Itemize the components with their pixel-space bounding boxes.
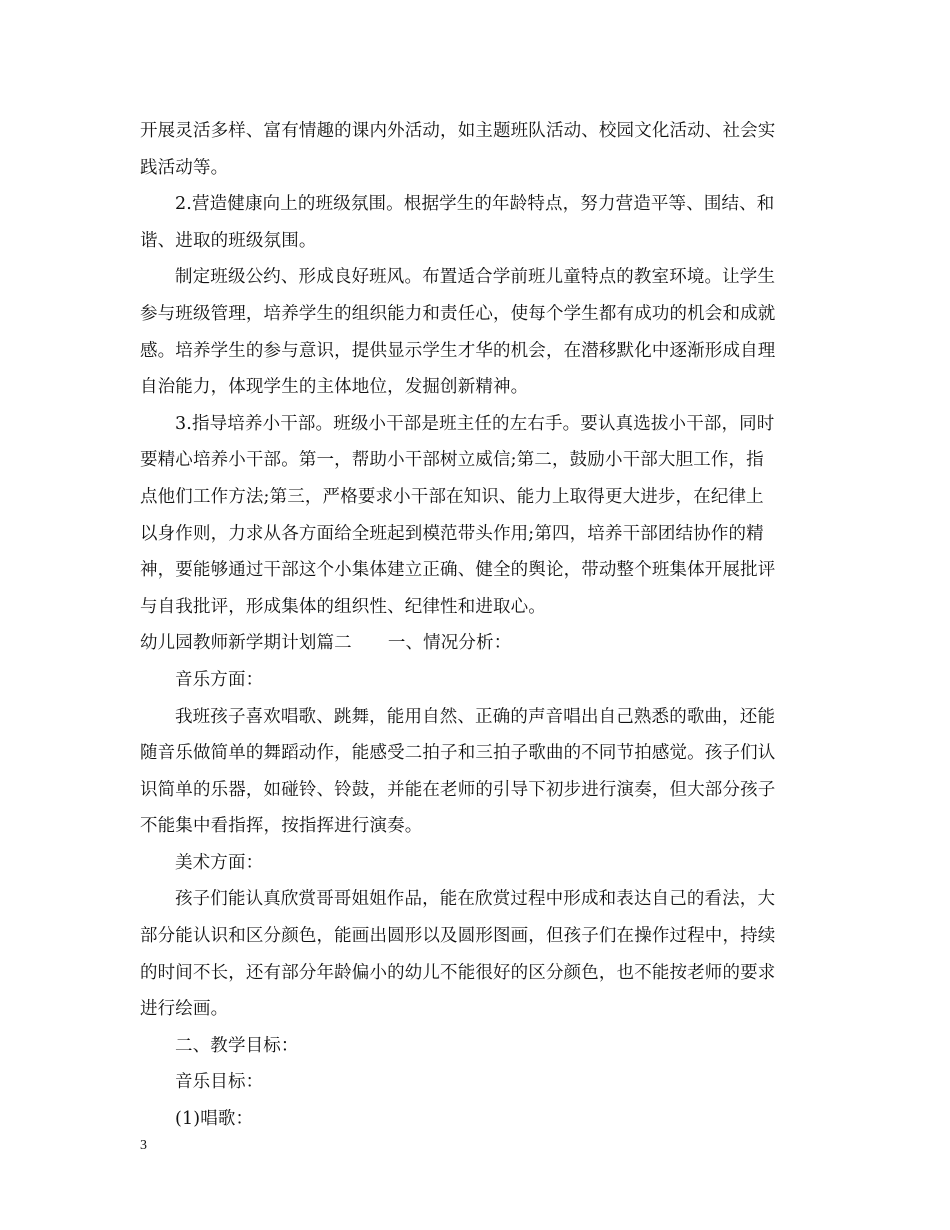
text-line: 制定班级公约、形成良好班风。布置适合学前班儿童特点的教室环境。让学生 [175,267,776,288]
text-line: 随音乐做简单的舞蹈动作，能感受二拍子和三拍子歌曲的不同节拍感觉。孩子们认 [140,743,776,764]
text-line: 美术方面： [175,852,264,873]
text-line: 的时间不长，还有部分年龄偏小的幼儿不能很好的区分颜色，也不能按老师的要求 [140,962,776,983]
text-line: 不能集中看指挥，按指挥进行演奏。 [140,816,423,837]
text-line: 谐、进取的班级氛围。 [140,230,317,251]
text-line: 我班孩子喜欢唱歌、跳舞，能用自然、正确的声音唱出自己熟悉的歌曲，还能 [175,706,776,727]
text-line: 点他们工作方法;第三，严格要求小干部在知识、能力上取得更大进步，在纪律上 [140,486,764,507]
text-line: 进行绘画。 [140,999,229,1020]
text-line: 感。培养学生的参与意识，提供显示学生才华的机会，在潜移默化中逐渐形成自理 [140,340,776,361]
text-line: 部分能认识和区分颜色，能画出圆形以及圆形图画，但孩子们在操作过程中，持续 [140,926,776,947]
text-line: 以身作则，力求从各方面给全班起到模范带头作用;第四，培养干部团结协作的精 [140,523,764,544]
text-line: 音乐方面： [175,669,264,690]
text-line: 神，要能够通过干部这个小集体建立正确、健全的舆论，带动整个班集体开展批评 [140,560,776,581]
section-title-line [140,625,810,662]
text-line: 要精心培养小干部。第一，帮助小干部树立威信;第二，鼓励小干部大胆工作，指 [140,450,764,471]
section-subheading: 一、情况分析： [387,633,512,654]
text-line: 音乐目标： [175,1072,264,1093]
page-number: 3 [140,1138,147,1153]
text-line: 参与班级管理，培养学生的组织能力和责任心，使每个学生都有成功的机会和成就 [140,303,776,324]
text-line: 自治能力，体现学生的主体地位，发掘创新精神。 [140,377,529,398]
text-line: 开展灵活多样、富有情趣的课内外活动，如主题班队活动、校园文化活动、社会实 [140,121,776,141]
text-line: 识简单的乐器，如碰铃、铃鼓，并能在老师的引导下初步进行演奏，但大部分孩子 [140,779,776,800]
text-line: 2.营造健康向上的班级氛围。根据学生的年龄特点，努力营造平等、围结、和 [175,194,775,215]
text-line: (1)唱歌： [175,1109,254,1130]
text-line: 孩子们能认真欣赏哥哥姐姐作品，能在欣赏过程中形成和表达自己的看法，大 [175,889,776,910]
section-title: 幼儿园教师新学期计划篇二 [140,633,352,654]
text-line: 与自我批评，形成集体的组织性、纪律性和进取心。 [140,596,546,617]
text-line: 二、教学目标： [175,1035,299,1056]
text-line: 3.指导培养小干部。班级小干部是班主任的左右手。要认真选拔小干部，同时 [175,413,775,434]
text-line: 践活动等。 [140,157,229,178]
document-body [140,113,810,1138]
